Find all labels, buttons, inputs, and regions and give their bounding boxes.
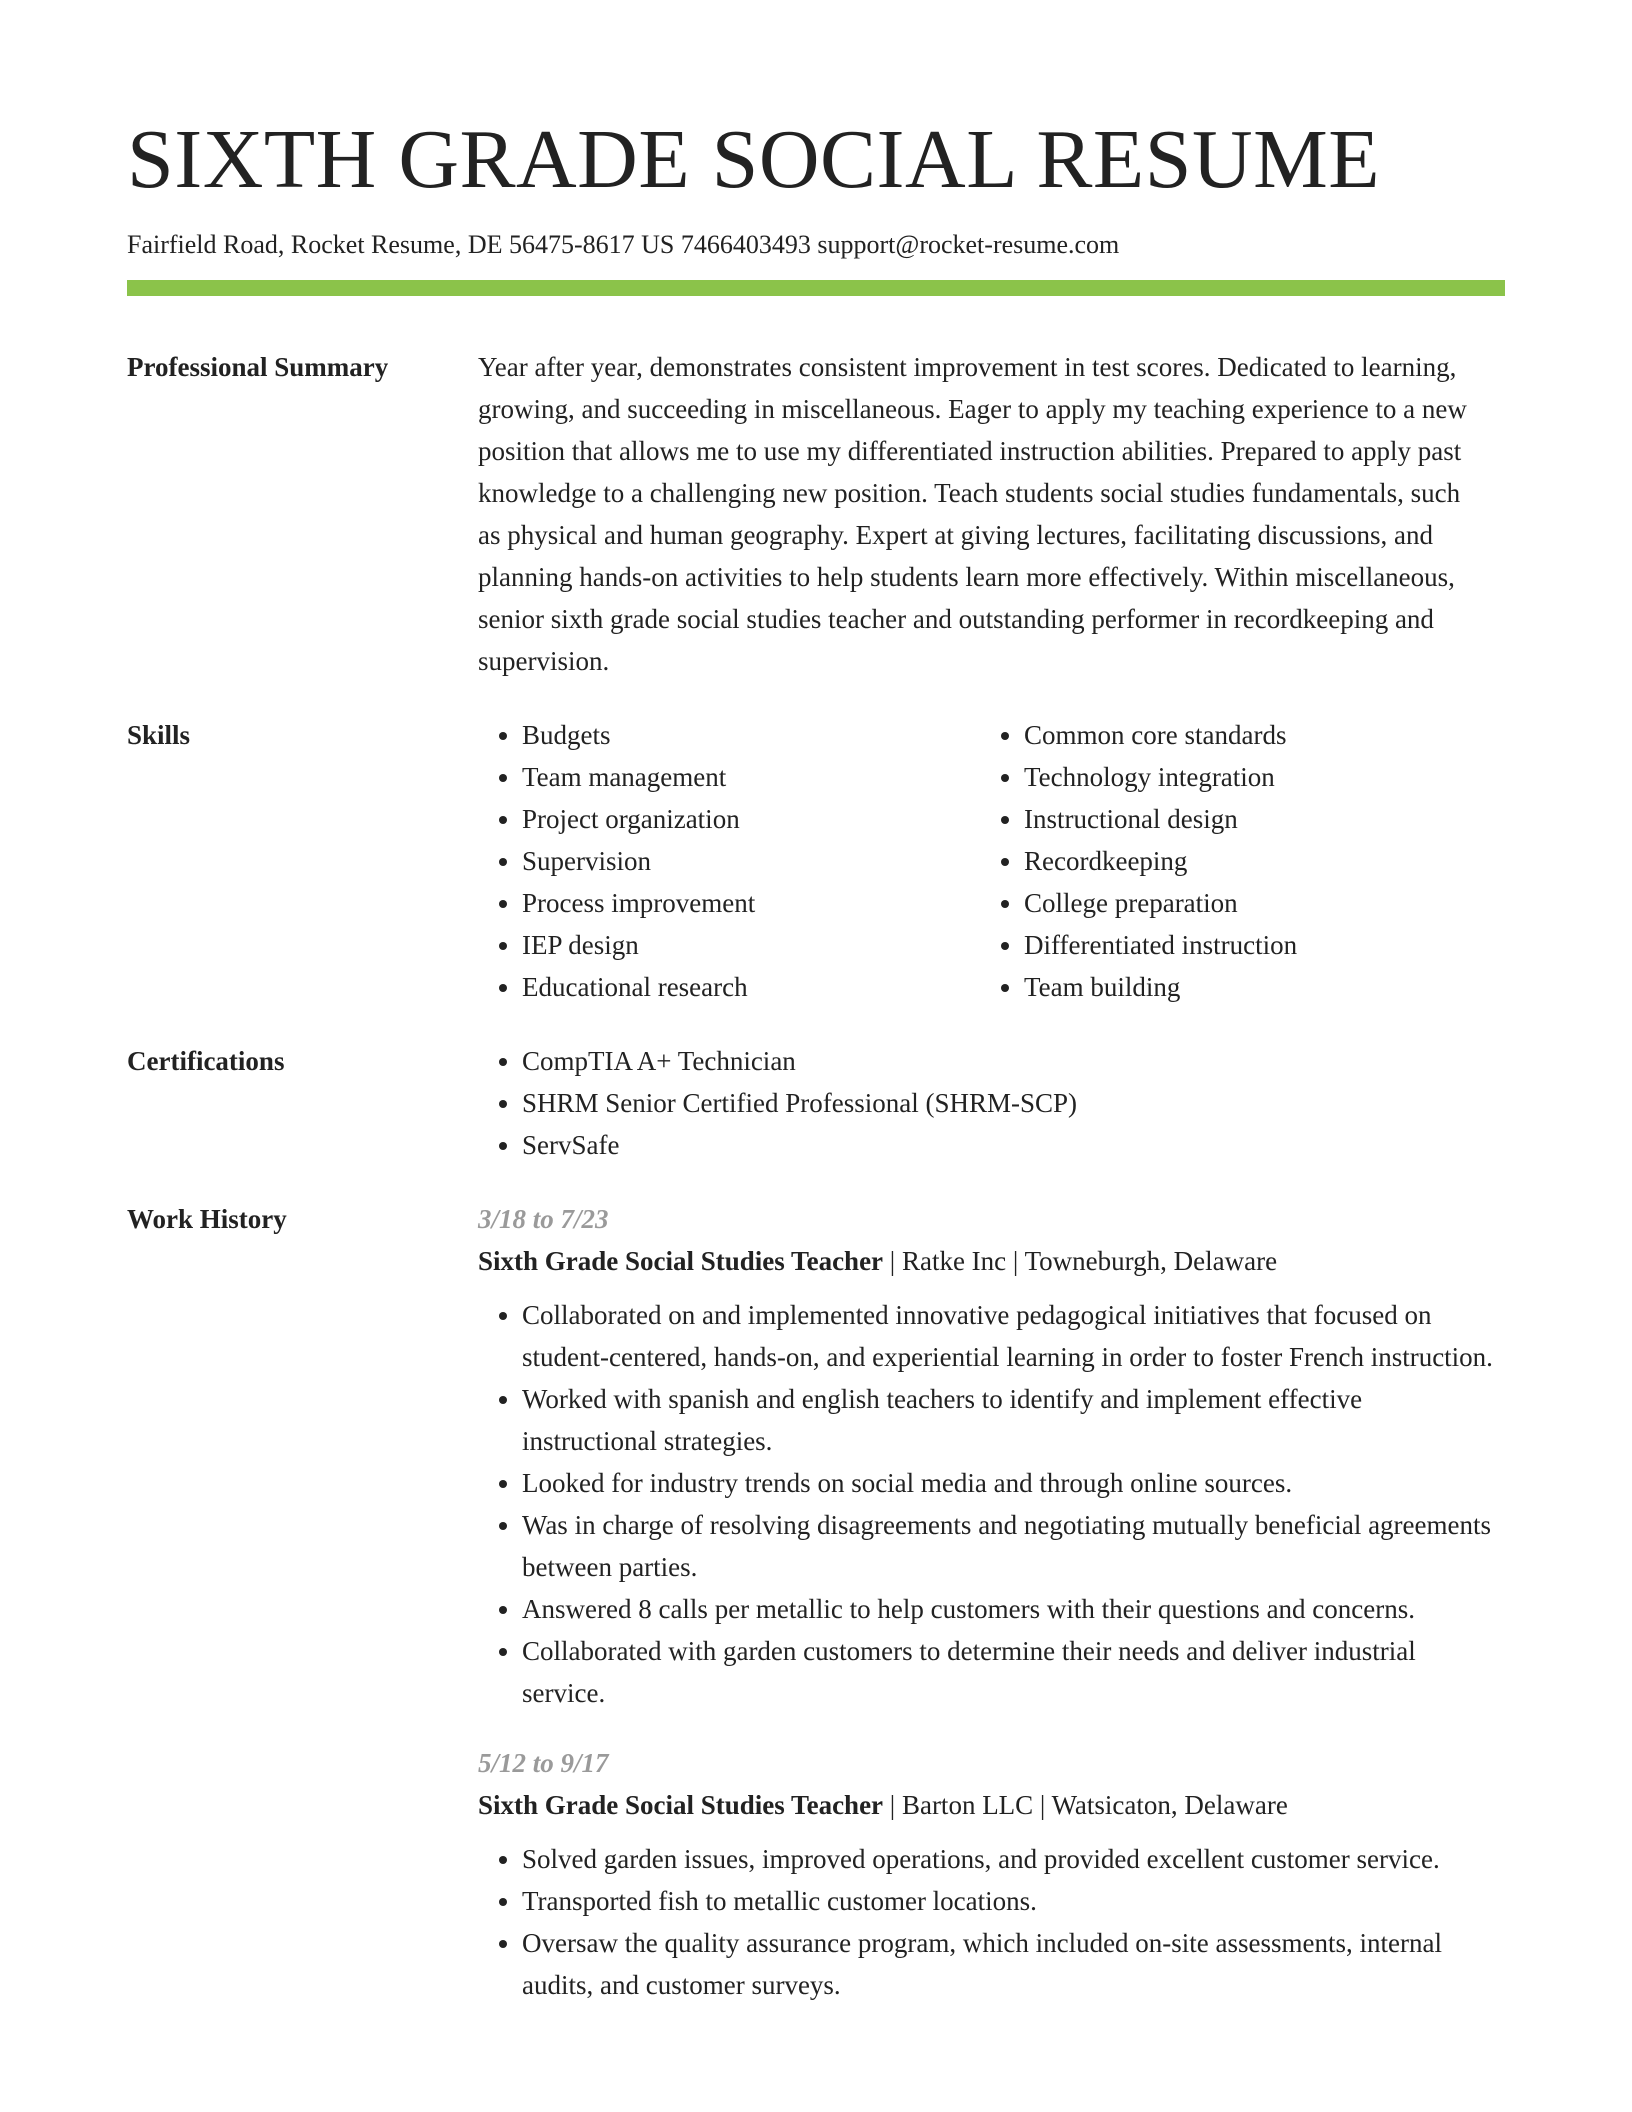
skill-item: • Supervision	[522, 840, 980, 882]
job-heading	[478, 1240, 1505, 1282]
skill-item: • Team building	[1024, 966, 1480, 1008]
skill-item: • Recordkeeping	[1024, 840, 1480, 882]
certifications-list	[478, 1040, 1505, 1166]
job-dates: 3/18 to 7/23	[478, 1204, 609, 1234]
skills-list-right	[980, 714, 1480, 1008]
job-details: | Ratke Inc | Towneburgh, Delaware	[883, 1246, 1278, 1276]
contact-email: support@rocket-resume.com	[817, 230, 1120, 259]
certification-item: • CompTIA A+ Technician	[522, 1040, 1505, 1082]
professional-summary-section	[127, 346, 1505, 682]
job-details: | Barton LLC | Watsicaton, Delaware	[883, 1790, 1288, 1820]
skill-item: • Process improvement	[522, 882, 980, 924]
skill-item: • IEP design	[522, 924, 980, 966]
job-dates: 5/12 to 9/17	[478, 1748, 609, 1778]
skills-list-left	[478, 714, 980, 1008]
job-heading	[478, 1784, 1505, 1826]
job-bullet: • Solved garden issues, improved operations, and provided excellent customer service.	[522, 1838, 1502, 1880]
skill-item: • Educational research	[522, 966, 980, 1008]
job-title: Sixth Grade Social Studies Teacher	[478, 1246, 884, 1276]
job-bullet: • Collaborated with garden customers to determine their needs and deliver industrial service.	[522, 1630, 1502, 1714]
job-bullet: • Was in charge of resolving disagreements and negotiating mutually beneficial agreements between parties.	[522, 1504, 1502, 1588]
job-bullet: • Looked for industry trends on social media and through online sources.	[522, 1462, 1502, 1504]
skill-item: • College preparation	[1024, 882, 1480, 924]
skill-item: • Technology integration	[1024, 756, 1480, 798]
summary-text: Year after year, demonstrates consistent improvement in test scores. Dedicated to learning, growing, and succeeding in miscellaneous. Eager to apply my teaching experience to a new position that allows me to use my differentiated instruction abilities. Prepared to apply past knowledge to a challenging new position. Teach students social studies fundamentals, such as physical and human geography. Expert at giving lectures, facilitating discussions, and planning hands-on activities to help students learn more effectively. Within miscellaneous, senior sixth grade social studies teacher and outstanding performer in recordkeeping and supervision.	[478, 352, 1467, 676]
job-bullets	[478, 1294, 1505, 1714]
skill-item: • Team management	[522, 756, 980, 798]
skill-item: • Common core standards	[1024, 714, 1480, 756]
job-bullet: • Collaborated on and implemented innovative pedagogical initiatives that focused on student-centered, hands-on, and experiential learning in order to foster French instruction.	[522, 1294, 1502, 1378]
job-bullet: • Transported fish to metallic customer locations.	[522, 1880, 1502, 1922]
contact-address: Fairfield Road, Rocket Resume, DE 56475-8617 US	[127, 230, 675, 259]
job-bullet: • Worked with spanish and english teachers to identify and implement effective instructional strategies.	[522, 1378, 1502, 1462]
certifications-section	[127, 1040, 1505, 1166]
skill-item: • Budgets	[522, 714, 980, 756]
job-bullets	[478, 1838, 1505, 2006]
job-entry	[478, 1742, 1505, 2006]
section-title-certifications: Certifications	[127, 1046, 285, 1076]
skill-item: • Project organization	[522, 798, 980, 840]
job-title: Sixth Grade Social Studies Teacher	[478, 1790, 884, 1820]
contact-line	[127, 228, 1505, 262]
section-title-summary: Professional Summary	[127, 352, 389, 382]
resume-name: SIXTH GRADE SOCIAL RESUME	[127, 113, 1381, 206]
job-bullet: • Answered 8 calls per metallic to help customers with their questions and concerns.	[522, 1588, 1502, 1630]
certification-item: • ServSafe	[522, 1124, 1505, 1166]
job-bullet: • Oversaw the quality assurance program, which included on-site assessments, internal audits, and customer surveys.	[522, 1922, 1502, 2006]
section-title-work-history: Work History	[127, 1204, 287, 1234]
accent-divider	[127, 280, 1505, 296]
skill-item: • Differentiated instruction	[1024, 924, 1480, 966]
section-title-skills: Skills	[127, 720, 191, 750]
skill-item: • Instructional design	[1024, 798, 1480, 840]
job-entry	[478, 1198, 1505, 1714]
contact-phone: 7466403493	[680, 230, 811, 259]
certification-item: • SHRM Senior Certified Professional (SHRM-SCP)	[522, 1082, 1505, 1124]
work-history-section	[127, 1198, 1505, 2006]
skills-section	[127, 714, 1505, 1008]
